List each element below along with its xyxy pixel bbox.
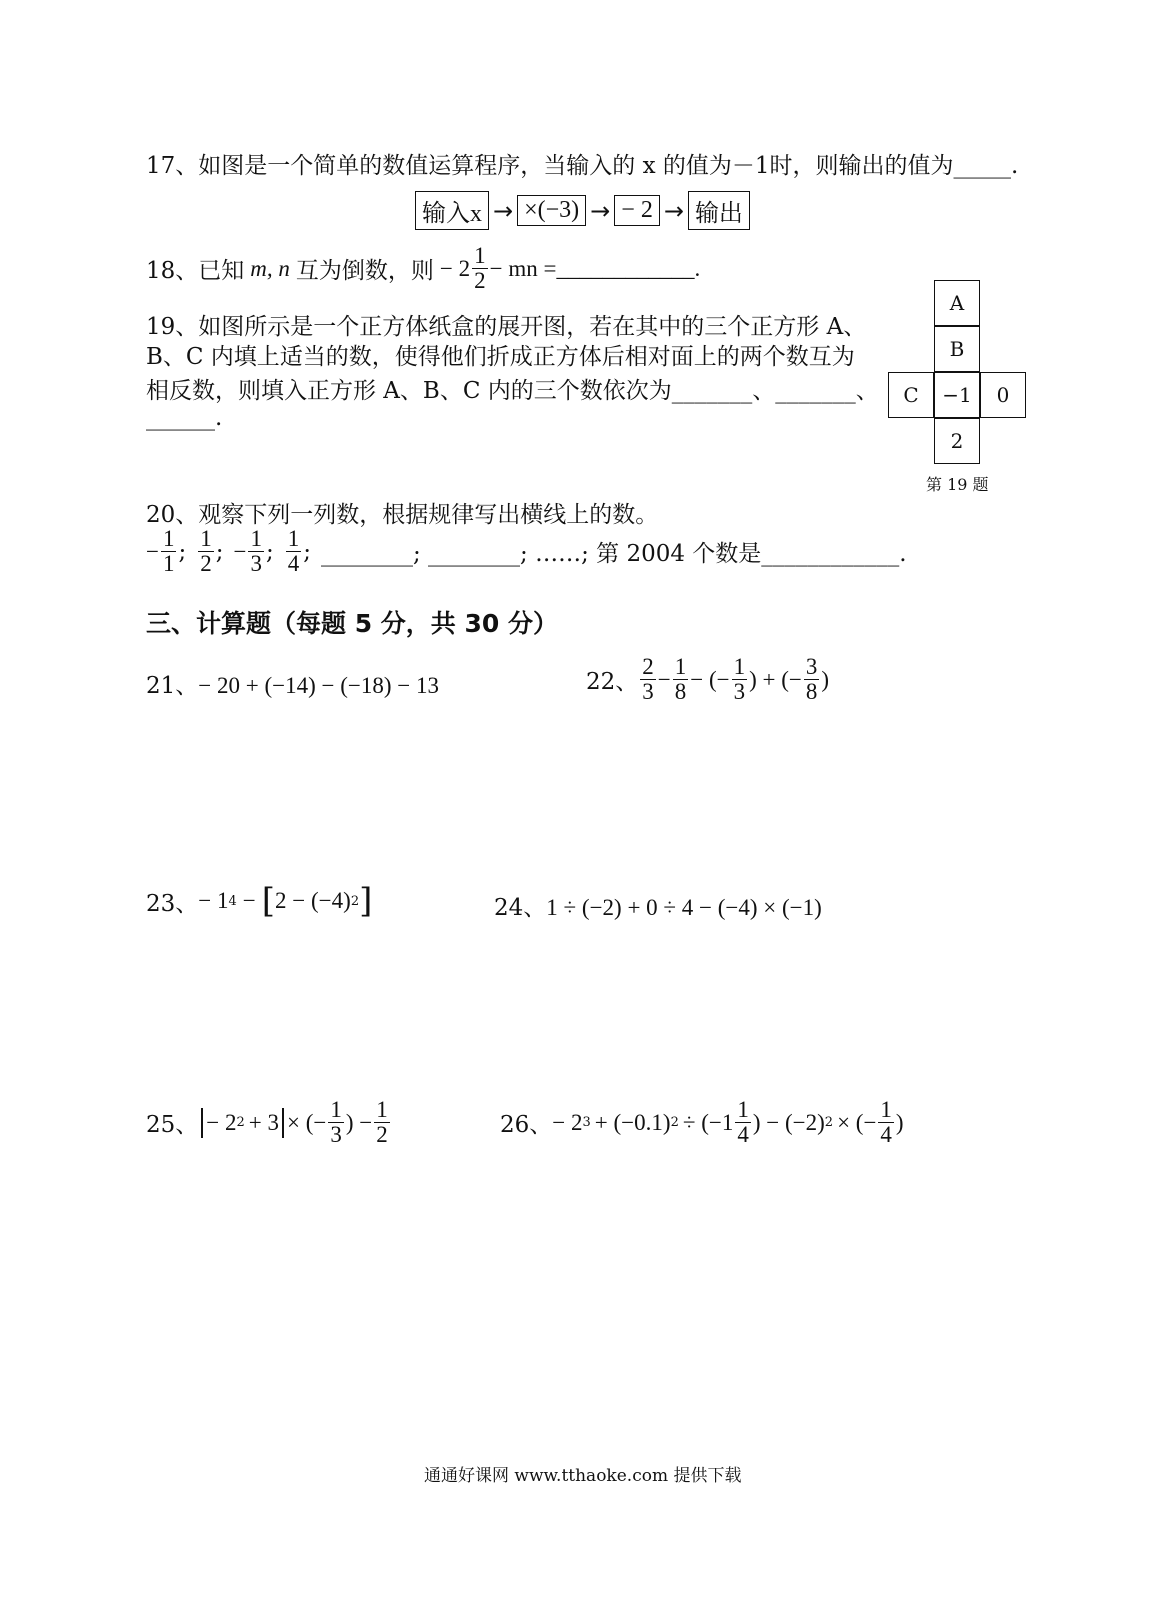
question-21: 21、− 20 + (−14) − (−18) − 13 bbox=[146, 673, 439, 699]
seq-term: $\frac{1}{1}$ bbox=[162, 526, 175, 577]
page-footer: 通通好课网 www.tthaoke.com 提供下载 bbox=[424, 1466, 742, 1486]
q19-line-1: 19、如图所示是一个正方体纸盒的展开图，若在其中的三个正方形 A、 bbox=[146, 314, 867, 340]
net-caption: 第 19 题 bbox=[926, 475, 989, 494]
q18-vars: m, n bbox=[250, 255, 290, 281]
question-25: 25、 − 2 2 + 3 × (− $\frac{1}{3}$ ) − $\frac{1}{2}$ bbox=[146, 1097, 388, 1148]
net-cell-a: A bbox=[934, 280, 980, 326]
net-cell-center: −1 bbox=[934, 372, 980, 418]
q18-prefix: 18、已知 bbox=[146, 258, 245, 285]
seq-term: $\frac{1}{4}$ bbox=[287, 526, 300, 577]
net-cell-right: 0 bbox=[980, 372, 1026, 418]
net-cell-b: B bbox=[934, 326, 980, 372]
arrow-icon: → bbox=[590, 196, 611, 225]
q19-line-2: B、C 内填上适当的数，使得他们折成正方体后相对面上的两个数互为 bbox=[146, 344, 855, 370]
q20-tail: ________; ________; ……; 第 2004 个数是____________. bbox=[320, 541, 907, 568]
question-18 bbox=[146, 244, 700, 293]
arrow-icon: → bbox=[493, 196, 514, 225]
net-cell-c: C bbox=[888, 372, 934, 418]
question-20-text: 20、观察下列一列数，根据规律写出横线上的数。 bbox=[146, 502, 659, 528]
question-17-text: 17、如图是一个简单的数值运算程序，当输入的 x 的值为－1时，则输出的值为_____. bbox=[146, 153, 1019, 179]
question-23: 23、 − 1 4 − [ 2 − (−4) 2 ] bbox=[146, 881, 373, 921]
q18-expr-a: − 2 bbox=[439, 255, 471, 281]
flow-box-subtract: − 2 bbox=[614, 195, 660, 226]
net-cell-bottom: 2 bbox=[934, 418, 980, 464]
flow-box-input: 输入x bbox=[415, 191, 489, 230]
q19-line-3: 相反数，则填入正方形 A、B、C 内的三个数依次为_______、_______、 bbox=[146, 378, 879, 404]
q20-sequence: − $\frac{1}{1}$ ; $\frac{1}{2}$ ; − $\frac{1}{3}$ ; $\frac{1}{4}$ ; ________; ________; ……; 第 2004 个数是____________. bbox=[146, 526, 907, 577]
q18-mid: 互为倒数，则 bbox=[295, 258, 434, 285]
q17-flowchart bbox=[415, 191, 750, 230]
abs-bar-right bbox=[282, 1108, 284, 1138]
flow-box-multiply: ×(−3) bbox=[517, 195, 586, 226]
q18-expr-b: − mn =____________. bbox=[489, 255, 701, 281]
seq-term: $\frac{1}{2}$ bbox=[200, 526, 212, 577]
abs-bar-left bbox=[201, 1108, 203, 1138]
seq-term: $\frac{1}{3}$ bbox=[250, 526, 262, 577]
question-24: 24、1 ÷ (−2) + 0 ÷ 4 − (−4) × (−1) bbox=[494, 895, 822, 921]
question-22: 22、 $\frac{2}{3}$ − $\frac{1}{8}$ − (− $\frac{1}{3}$ ) + (− $\frac{3}{8}$ ) bbox=[586, 654, 830, 705]
question-26: 26、 − 2 3 + (−0.1) 2 ÷ (−1 $\frac{1}{4}$ ) − (−2) 2 × (− $\frac{1}{4}$ ) bbox=[500, 1097, 904, 1148]
q19-line-4: ______. bbox=[146, 405, 223, 431]
q18-fraction: $\frac{1}{2}$ bbox=[474, 243, 486, 294]
section-3-heading: 三、计算题（每题 5 分，共 30 分） bbox=[146, 609, 559, 638]
arrow-icon: → bbox=[663, 196, 684, 225]
flow-box-output: 输出 bbox=[688, 191, 750, 230]
